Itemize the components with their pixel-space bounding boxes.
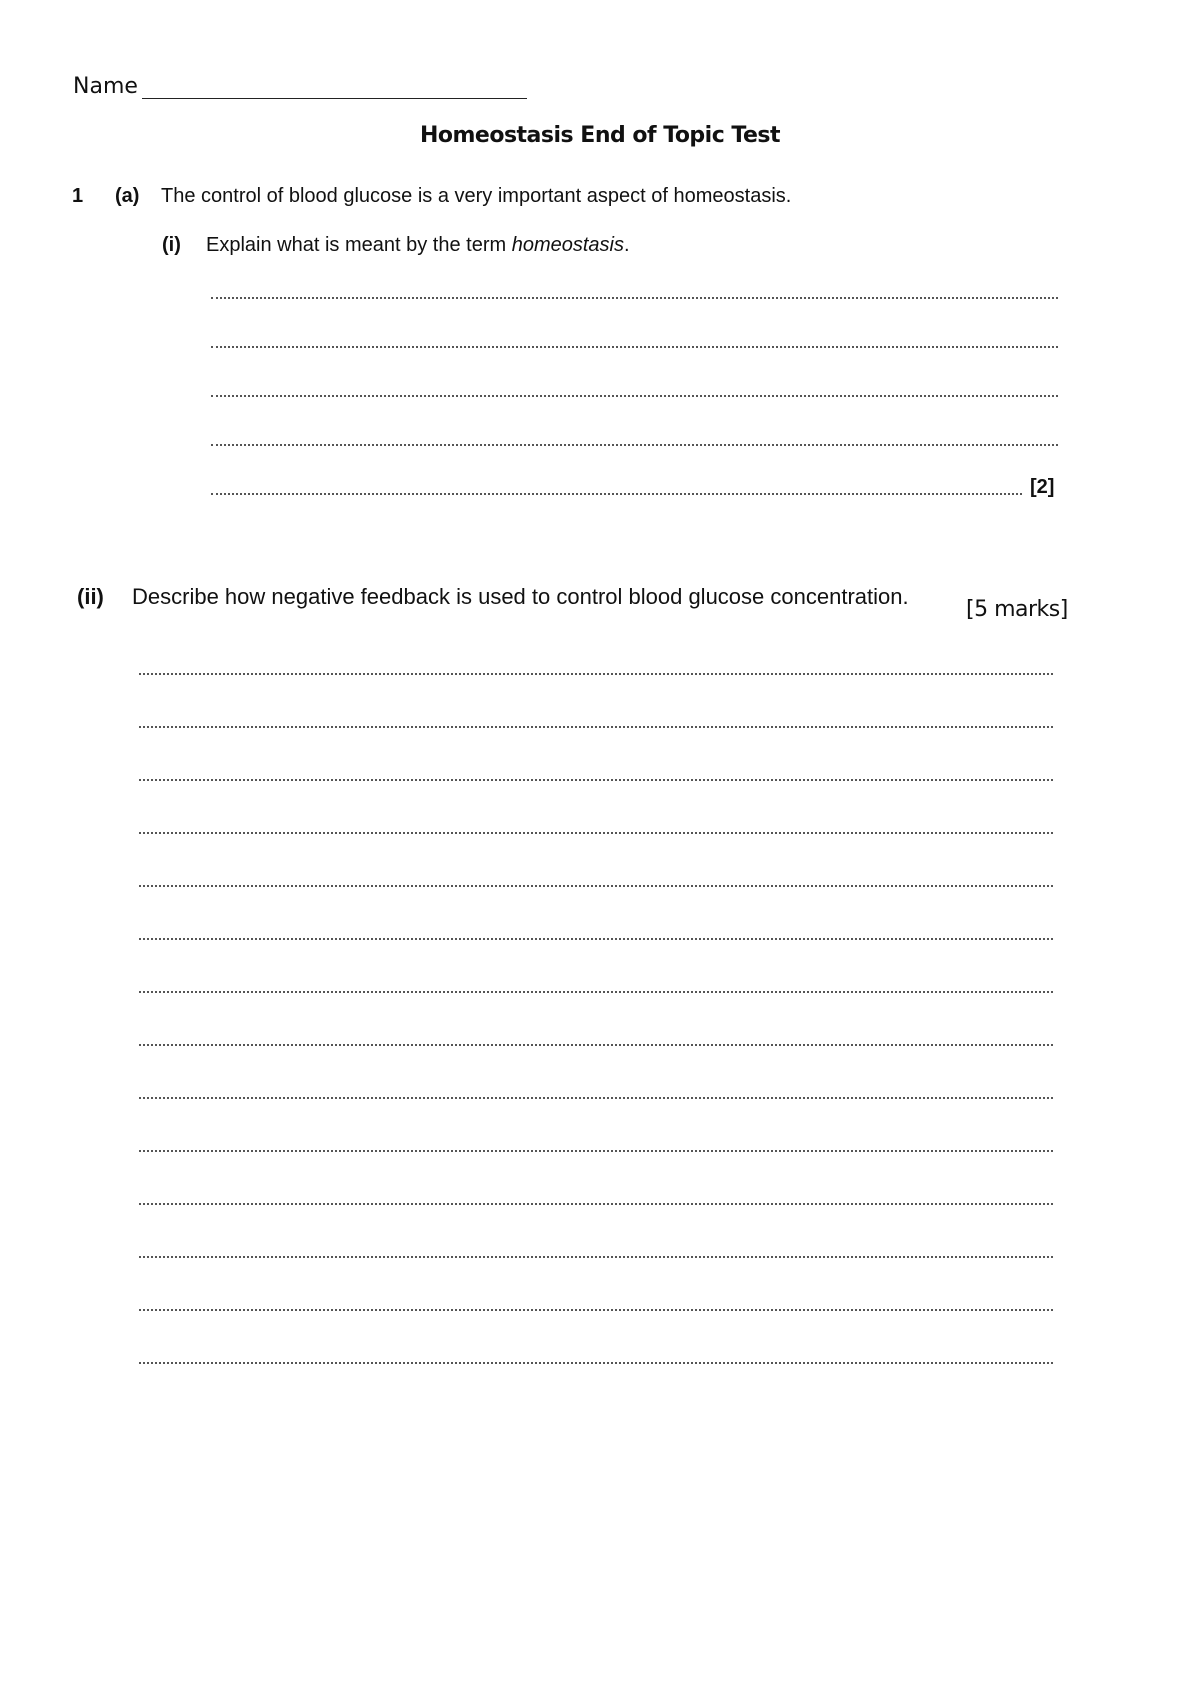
sub-i-term: homeostasis [511, 234, 624, 256]
sub-ii-answer-line[interactable] [139, 1150, 1053, 1152]
sub-ii-answer-line[interactable] [139, 991, 1053, 993]
sub-i-answer-line[interactable] [211, 346, 1058, 348]
sub-ii-answer-line[interactable] [139, 1044, 1053, 1046]
sub-ii-prompt: Describe how negative feedback is used to control blood glucose concentration. [132, 584, 909, 609]
sub-ii-answer-line[interactable] [139, 832, 1053, 834]
sub-ii-answer-line[interactable] [139, 1256, 1053, 1258]
part-a-label: (a) [115, 185, 140, 207]
sub-ii-answer-line[interactable] [139, 938, 1053, 940]
name-label: Name [73, 74, 138, 99]
sub-ii-answer-line[interactable] [139, 1097, 1053, 1099]
sub-ii-label: (ii) [77, 584, 104, 609]
sub-i-answer-line[interactable] [211, 297, 1058, 299]
sub-i-prompt [206, 234, 630, 257]
name-write-line[interactable] [142, 78, 527, 99]
name-field[interactable] [73, 74, 527, 99]
sub-ii-answer-line[interactable] [139, 1362, 1053, 1364]
sub-i-marks: [2] [1030, 476, 1055, 498]
sub-i-answer-line[interactable] [211, 395, 1058, 397]
sub-ii-answer-line[interactable] [139, 885, 1053, 887]
sub-ii-answer-line[interactable] [139, 726, 1053, 728]
sub-i-answer-line[interactable] [211, 444, 1058, 446]
sub-ii-answer-line[interactable] [139, 1203, 1053, 1205]
part-a-text: The control of blood glucose is a very important aspect of homeostasis. [161, 185, 792, 207]
sub-ii-answer-line[interactable] [139, 779, 1053, 781]
sub-ii-answer-line[interactable] [139, 1309, 1053, 1311]
sub-ii-answer-line[interactable] [139, 673, 1053, 675]
question-number: 1 [72, 185, 84, 207]
sub-i-prompt-end: . [623, 234, 630, 256]
sub-i-label: (i) [162, 234, 181, 256]
page-title: Homeostasis End of Topic Test [419, 123, 781, 148]
sub-ii-marks: [5 marks] [966, 597, 1068, 622]
sub-i-prompt-start: Explain what is meant by the term [206, 234, 512, 256]
sub-i-answer-line[interactable] [211, 493, 1022, 495]
